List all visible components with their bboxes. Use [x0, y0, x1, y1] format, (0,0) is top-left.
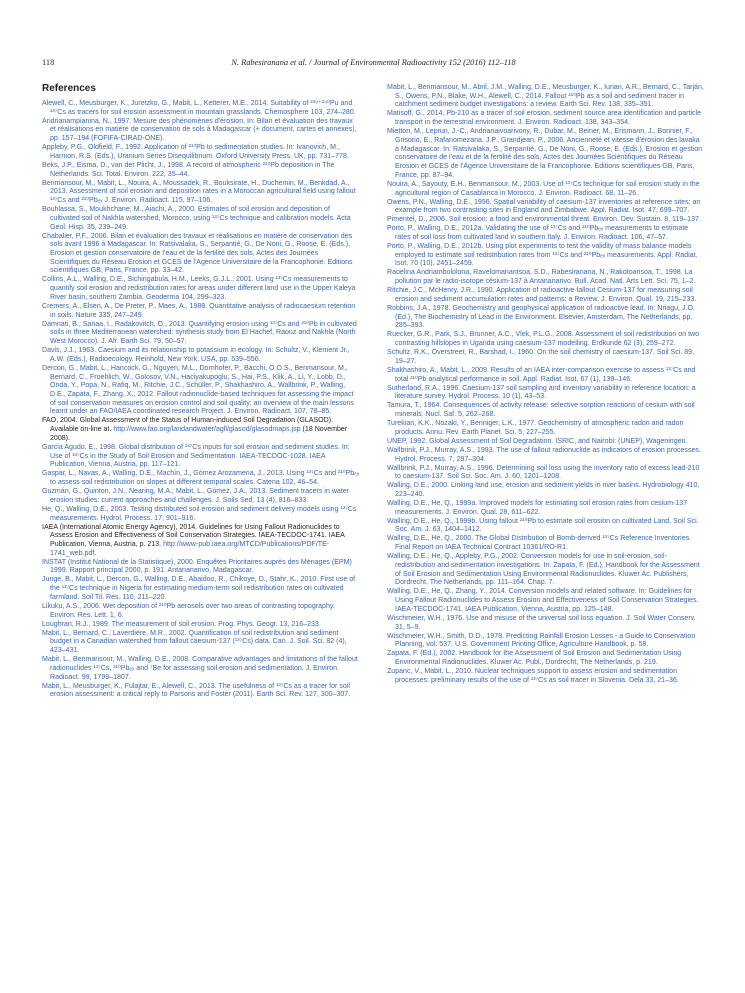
- reference-entry[interactable]: Owens, P.N., Walling, D.E., 1996. Spatial variability of caesium-137 inventories at reference sites: an example from two contrasting sites in England and Zimbabwe. Appl. Radiat. Isot. 47, 699–707.: [387, 198, 701, 215]
- reference-entry[interactable]: Alewell, C., Meusburger, K., Juretzko, G., Mabit, L., Ketterer, M.E., 2014. Suitability of ²³⁹⁺²⁴⁰Pu and ¹³⁷Cs as tracers for soil erosion assessment in mountain grasslands. Chemosphere 103, 274–280.: [42, 100, 356, 116]
- reference-entry[interactable]: FAO, 2004. Global Assessment of the Status of Human-induced Soil Degradation (GLASOD). Available on-line at. http://www.fao.org/landandwater/agll/glasod/glasodmaps.jsp (18 November 2008).: [42, 417, 348, 442]
- references-right-column: [387, 84, 705, 686]
- reference-entry[interactable]: Ritchie, J.C., McHenry, J.R., 1990. Application of radioactive fallout Cesium-137 for measuring soil erosion and sediment accumulation rates and patterns: a Review. J. Environ. Qual. 19, 215–233.: [387, 287, 697, 303]
- reference-entry[interactable]: Benmansour, M., Mabit, L., Nouira, A., Moussadek, R., Bouksirate, H., Duchemin, M., Benkdad, A., 2013. Assessment of soil erosion and deposition rates in a Moroccan agricultural field using fallout ¹³⁷Cs and ²¹⁰Pbₑₓ J. Environ. Radioact. 115, 97–106.: [42, 179, 356, 205]
- reference-entry[interactable]: Walling, D.E., He, Q., 1999a. Improved models for estimating soil erosion rates from cesium-137 measurements. J. Environ. Qual. 28, 611–622.: [387, 500, 688, 516]
- reference-entry[interactable]: Beks, J.P., Eisma, D., van der Plicht, J., 1998. A record of atmospheric ²¹⁰Pb deposition in The Netherlands. Sci. Total. Environ. 222, 35–44.: [42, 161, 335, 178]
- reference-entry[interactable]: Garcia Agudo, E., 1998. Global distribution of ¹³⁷Cs inputs for soil erosion and sediment studies. In: Use of ¹³⁷Cs in the Study of Soil Erosion and Sedimentation. IAEA-TECDOC-1028. IAEA Publication, Vienna, Austria, pp. 117–121.: [42, 443, 350, 469]
- reference-entry[interactable]: INSTAT (Institut National de la Statistique), 2000. Enquêtes Prioritaires auprès des Ménages (EPM) 1999. Rapport principal 2000, p. 191. Antananarivo, Madagascar.: [42, 558, 352, 575]
- reference-entry[interactable]: Zapata, F. (Ed.), 2002. Handbook for the Assessment of Soil Erosion and Sedimentation Using Environmental Radionuclides. Kluwer Ac. Publ., Dordrecht, The Netherlands, p. 219.: [387, 650, 682, 667]
- reference-entry[interactable]: Guzmán, G., Quinton, J.N., Nearing, M.A., Mabit, L., Gómez, J.A., 2013. Sediment tracers in water erosion studies: current approaches and challenges. J. Soils Sed. 13 (4), 816–833.: [42, 488, 350, 504]
- journal-citation: N. Rabesiranana et al. / Journal of Environmental Radioactivity 152 (2016) 112–118: [231, 58, 516, 67]
- reference-entry[interactable]: IAEA (International Atomic Energy Agency), 2014. Guidelines for Using Fallout Radionuclides to Assess Erosion and Effectiveness of Soil Conservation Strategies. IAEA-TECDOC-1741. IAEA Publication, Vienna, Austria, p. 213. http://www-pub.iaea.org/MTCD/Publications/PDF/TE-1741_web.pdf.: [42, 523, 345, 557]
- references-left-column: [42, 100, 360, 700]
- reference-url-link[interactable]: http://www-pub.iaea.org/MTCD/Publications/PDF/TE-1741_web.pdf: [50, 540, 330, 557]
- reference-entry[interactable]: Andrianampianina, N., 1997. Mesure des phénomènes d'érosion. In: Bilan et évaluation des travaux et réalisations en matière de conservation de sols à Madagascar (+ document, cartes et annexes), pp. 157–194 (FOFIFA-CIRAD-ONE).: [42, 117, 357, 143]
- reference-entry[interactable]: Mabit, L., Meusburger, K., Fulajtar, E., Alewell, C., 2013. The usefulness of ¹³⁷Cs as a tracer for soil erosion assessment: a critical reply to Parsons and Foster (2011). Earth Sci. Rev. 127, 300–307.: [42, 682, 351, 699]
- reference-entry[interactable]: Wallbrink, P.J., Murray, A.S., 1996. Determining soil loss using the inventory ratio of excess lead-210 to caesium-137. Soil Sci. Soc. Am. J. 60, 1201–1208.: [387, 464, 700, 481]
- reference-entry[interactable]: Likuku, A.S., 2006. Wet deposition of ²¹⁰Pb aerosols over two areas of contrasting topography. Environ. Res. Lett. 1, 6.: [42, 602, 335, 619]
- reference-entry[interactable]: Walling, D.E., 2000. Linking land use, erosion and sediment yields in river basins. Hydrobiology 410, 223–240.: [387, 482, 700, 498]
- reference-entry[interactable]: Ruecker, G.R., Park, S.J., Brunner, A.C., Vlek, P.L.G., 2008. Assessment of soil redistribution on two contrasting hillslopes in Uganda using caesium-137 modelling. Erdkunde 62 (3), 259–272.: [387, 331, 700, 348]
- reference-entry[interactable]: Walling, D.E., He, Q., 2000. The Global Distribution of Bomb-derived ¹³⁷Cs Reference Inventories. Final Report on IAEA Technical Contract 10361/RO-R1.: [387, 535, 692, 552]
- reference-entry[interactable]: Walling, D.E., He, Q., Appleby, P.G., 2002. Conversion models for use in soil-erosion, soil-redistribution and sedimentation investigations. In: Zapata, F. (Ed.), Handbook for the Assessment of Soil Erosion and Sedimentation Using Environmental Radionuclides. Kluwer Ac. Publishers, Dordrecht, The Netherlands, pp. 111–164. Chap. 7.: [387, 553, 700, 587]
- reference-entry[interactable]: Schultz, R.K., Overstreet, R., Barshad, I., 1960. On the soil chemistry of caesium-137. Soil Sci. 89, 19–27.: [387, 349, 695, 365]
- reference-entry[interactable]: Chabalier, P.F., 2006. Bilan et évaluation des travaux et réalisations en matière de conservation des sols avant 1996 à Madagascar. In: Ratsivalaka, S., Serpantié, G., De Noni, G., Roose, E. (Eds.), Erosion et gestion conservatoire de l'eau et de la fertilité des sols, Actes des Journées Scientifiques du Réseau Erosion et GCES de l'Agence Universitaire de la Francophonie. Editions scientifiques GB, Paris, France, pp. 33–42.: [42, 232, 353, 275]
- reference-entry[interactable]: Walling, D.E., He, Q., Zhang, Y., 2014. Conversion models and related software. In: Guidelines for Using Fallout Radionuclides to Assess Erosion and Effectiveness of Soil Conservation Strategies. IAEA-TECDOC-1741. IAEA Publication, Vienna, Austria, pp. 125–148.: [387, 588, 699, 613]
- reference-entry[interactable]: Tamura, T., 1964. Consequences of activity release: selective sorption reactions of cesium with soil minerals. Nucl. Saf. 5, 262–268.: [387, 402, 695, 419]
- reference-entry[interactable]: Damnati, B., Sanaa, I., Radakovitch, O., 2013. Quantifying erosion using ¹³⁷Cs and ²¹⁰Pb in cultivated soils in three Mediterranean watershed: synthesis study from El Hachef, Raouz and Nakhla (North West Morocco). J. Afr. Earth Sci. 79, 50–57.: [42, 320, 357, 346]
- reference-entry[interactable]: Dercon, G., Mabit, L., Hancock, G., Nguyen, M.L., Dornhofer, P., Bacchi, O.O.S., Benmansour, M., Bernard, C., Froehlich, W., Golosov, V.N., Haciyakupoglu, S., Hai, P.S., Klik, A., Li, Y., Lobb, D., Onda, Y., Popa, N., Rafiq, M., Ritchie, J.C., Schüller, P., Shakhashiro, A., Wallbrink, P., Walling, D.E., Zapata, F., Zhang, X., 2012. Fallout radionuclide-based techniques for assessing the impact of soil conservation measures on erosion control and soil quality: an overview of the main lessons learnt under an FAO/IAEA coordinated research Project. J. Environ. Radioact. 107, 78–85.: [42, 364, 354, 416]
- reference-url-link[interactable]: http://www.fao.org/landandwater/agll/glasod/glasodmaps.jsp: [113, 426, 301, 434]
- reference-entry[interactable]: Nouira, A., Sayouty, E.H., Benmansour, M., 2003. Use of ¹³⁷Cs technique for soil erosion study in the agricultural region of Casablanca in Morocco. J. Environ. Radioact. 68, 11–26.: [387, 180, 700, 197]
- reference-entry[interactable]: Porto, P., Walling, D.E., 2012b. Using plot experiments to test the validity of mass balance models employed to estimate soil redistribution rates from ¹³⁷Cs and ²¹⁰Pbₑₓ measurements. Appl. Radiat. Isot. 70 (10), 2451–2459.: [387, 243, 698, 268]
- reference-entry[interactable]: Junge, B., Mabit, L., Dercon, G., Walling, D.E., Abaidoo, R., Chikoye, D., Stahr, K., 2010. First use of the ¹³⁷Cs technique in Nigeria for estimating medium-term soil redistribution rates on cultivated farmland. Soil Til. Res. 110, 211–220.: [42, 576, 356, 601]
- reference-entry[interactable]: Walling, D.E., He, Q., 1999b. Using fallout ²¹⁰Pb to estimate soil erosion on cultivated Land. Soil Sci. Soc. Am. J. 63, 1404–1412.: [387, 517, 699, 534]
- reference-entry[interactable]: Matisoff, G., 2014. Pb-210 as a tracer of soil erosion, sediment source area identification and particle transport in the terrestrial environment. J. Environ. Radioact. 138, 343–354.: [387, 110, 702, 127]
- reference-entry[interactable]: Sutherland, R.A., 1996. Caesium-137 soil sampling and inventory variability in reference location: a literature survey. Hydrol. Process. 10 (1), 43–53.: [387, 384, 696, 401]
- reference-entry[interactable]: Shakhashiro, A., Mabit, L., 2009. Results of an IAEA inter-comparison exercise to assess ¹³⁷Cs and total ²¹⁰Pb analytical performance in soil. Appl. Radiat. Isot. 67 (1), 139–146.: [387, 366, 696, 383]
- reference-entry[interactable]: Loughran, R.J., 1989. The measurement of soil erosion. Prog. Phys. Geogr. 13, 216–233.: [42, 620, 321, 628]
- reference-entry[interactable]: Turekian, K.K., Nozaki, Y., Benniger, L.K., 1977. Geochemistry of atmospheric radon and radon products. Annu. Rev. Earth Planet. Sci. 5, 227–255.: [387, 420, 684, 436]
- reference-entry[interactable]: Wischmeier, W.H., 1976. Use and misuse of the universal soil loss equation. J. Soil Water Conserv. 31, 5–9.: [387, 614, 696, 631]
- reference-entry[interactable]: Bouhlassa, S., Moukhchane, M., Aiachi, A., 2000. Estimates of soil erosion and deposition of cultivated soil of Nakhla watershed, Morocco, using ¹³⁷Cs technique and calibration models. Acta Geol. Hisp. 35, 239–249.: [42, 206, 351, 231]
- reference-entry[interactable]: Mabit, L., Benmansour, M., Walling, D.E., 2008. Comparative advantages and limitations of the fallout radionuclides ¹³⁷Cs, ²¹⁰Pbₑₓ and ⁷Be for assessing soil erosion and sedimentation. J. Environ. Radioact. 99, 1799–1807.: [42, 656, 358, 681]
- reference-entry[interactable]: Mabit, L., Benmansour, M., Abril, J.M., Walling, D.E., Meusburger, K., Iurian, A.R., Bernard, C., Tarján, S., Owens, P.N., Blake, W.H., Alewell, C., 2014. Fallout ²¹⁰Pb as a soil and sediment tracer in catchment sediment budget investigations: a review. Earth Sci. Rev. 138, 335–351.: [387, 84, 704, 109]
- reference-entry[interactable]: Wallbrink, P.J., Murray, A.S., 1993. The use of fallout radionuclide as indicators of erosion processes. Hydrol. Process. 7, 297–304.: [387, 446, 701, 463]
- reference-entry[interactable]: He, Q., Walling, D.E., 2003. Testing distributed soil erosion and sediment delivery models using ¹³⁷Cs measurements. Hydrol. Process. 17, 901–916.: [42, 505, 357, 522]
- reference-entry[interactable]: UNEP, 1992. Global Assessment of Soil Degradation. ISRIC, and Nairobi: (UNEP), Wageningen.: [387, 437, 688, 445]
- running-header: [42, 56, 705, 70]
- reference-entry[interactable]: Raoelina Andriambololona, Ravelomanantsoa, S.D., Rabesiranana, N., Rakotoarisoa, T., 1998. La pollution par le radio-isotope césium-137 à Antananarivo. Bull. Acad. Natl. Arts Lett. Sci. 75, 1–2.: [387, 269, 696, 286]
- references-heading: References: [42, 83, 96, 94]
- reference-entry[interactable]: Gaspar, L., Navas, A., Walling, D.E., Machín, J., Gómez Arozamena, J., 2013. Using ¹³⁷Cs and ²¹⁰Pbₑₓ to assess soil redistribution on slopes at different temporal scales. Catena 102, 46–54.: [42, 470, 360, 487]
- reference-entry[interactable]: Pimentel, D., 2006. Soil erosion: a food and environmental threat. Environ. Dev. Sustain. 8, 119–137.: [387, 216, 701, 224]
- page-number: 118: [42, 58, 55, 67]
- reference-entry[interactable]: Zupanc, V., Mabit, L., 2010. Nuclear techniques support to assess erosion and sedimentation processes: preliminary results of the use of ¹³⁷Cs as soil tracer in Slovenia. Dela 33, 21–36.: [387, 668, 679, 684]
- reference-entry[interactable]: Mietton, M., Leprun, J.-C., Andrianaivoarivony, R., Dubar, M., Beiner, M., Erismann, J., Bonnier, F., Grisorio, E., Rafanomezana, J.P., Grandjean, P., 2006. Ancienneté et vitesse d'érosion des lavaka à Madagascar. In: Ratsivalaka, S., Serpantié, G., De Noni, G., Roose, E. (Eds.), Erosion et gestion conservatoire de l'eau et de la fertilité des sols, Actes des Journées Scientifiques du Réseau Erosion et GCES de l'Agence Universitaire de la Francophonie. Editions scientifiques GB, Paris, France, pp. 87–94.: [387, 128, 703, 179]
- reference-entry[interactable]: Davis, J.J., 1963. Caesium and its relationship to potassium in ecology. In: Schultz, V., Klement Jr., A.W. (Eds.), Radioecology. Reinhold, New York, USA, pp. 539–556.: [42, 347, 350, 363]
- reference-entry[interactable]: Appleby, P.G., Oldfield, F., 1992. Application of ²¹⁰Pb to sedimentation studies. In: Ivanovich, M., Harmon, R.S. (Eds.), Uranium Series Disequilibrium. Oxford University Press, UK, pp. 731–778.: [42, 144, 349, 160]
- reference-entry[interactable]: Robbins, J.A., 1978. Geochemistry and geophysical application of radioactive lead. In: Nriagu, J.O. (Ed.), The Biochemistry of Lead in the Environment. Elsevier, Amsterdam, The Netherlands, pp. 285–393.: [387, 304, 695, 330]
- reference-entry[interactable]: Porto, P., Walling, D.E., 2012a. Validating the use of ¹³⁷Cs and ²¹⁰Pbₑₓ measurements to estimate rates of soil loss from cultivated land in southern Italy. J. Environ. Radioact. 106, 47–57.: [387, 225, 689, 241]
- reference-entry[interactable]: Cremers, A., Elsen, A., De Preter, P., Maes, A., 1988. Quantitative analysis of radiocaesium retention in soils. Nature 335, 247–249.: [42, 302, 356, 319]
- reference-entry[interactable]: Wischmeier, W.H., Smith, D.D., 1978. Predicting Rainfall Erosion Losses - a Guide to Conservation Planning, vol. 537. U.S. Government Printing Office, Agriculture Handbook, p. 58.: [387, 632, 696, 649]
- reference-entry[interactable]: Collins, A.L., Walling, D.E., Sichingabula, H.M., Leeks, G.J.L., 2001. Using ¹³⁷Cs measurements to quantify soil erosion and redistribution rates for areas under different land use in the Upper Kaleya River basin, southern Zambia. Geoderma 104, 299–323.: [42, 276, 356, 301]
- reference-entry[interactable]: Mabit, L., Bernard, C., Laverdière, M.R., 2002. Quantification of soil redistribution and sediment budget in a Canadian watershed from fallout caesium-137 (¹³⁷Cs) data. Can. J. Soil. Sci. 82 (4), 423–431.: [42, 629, 347, 655]
